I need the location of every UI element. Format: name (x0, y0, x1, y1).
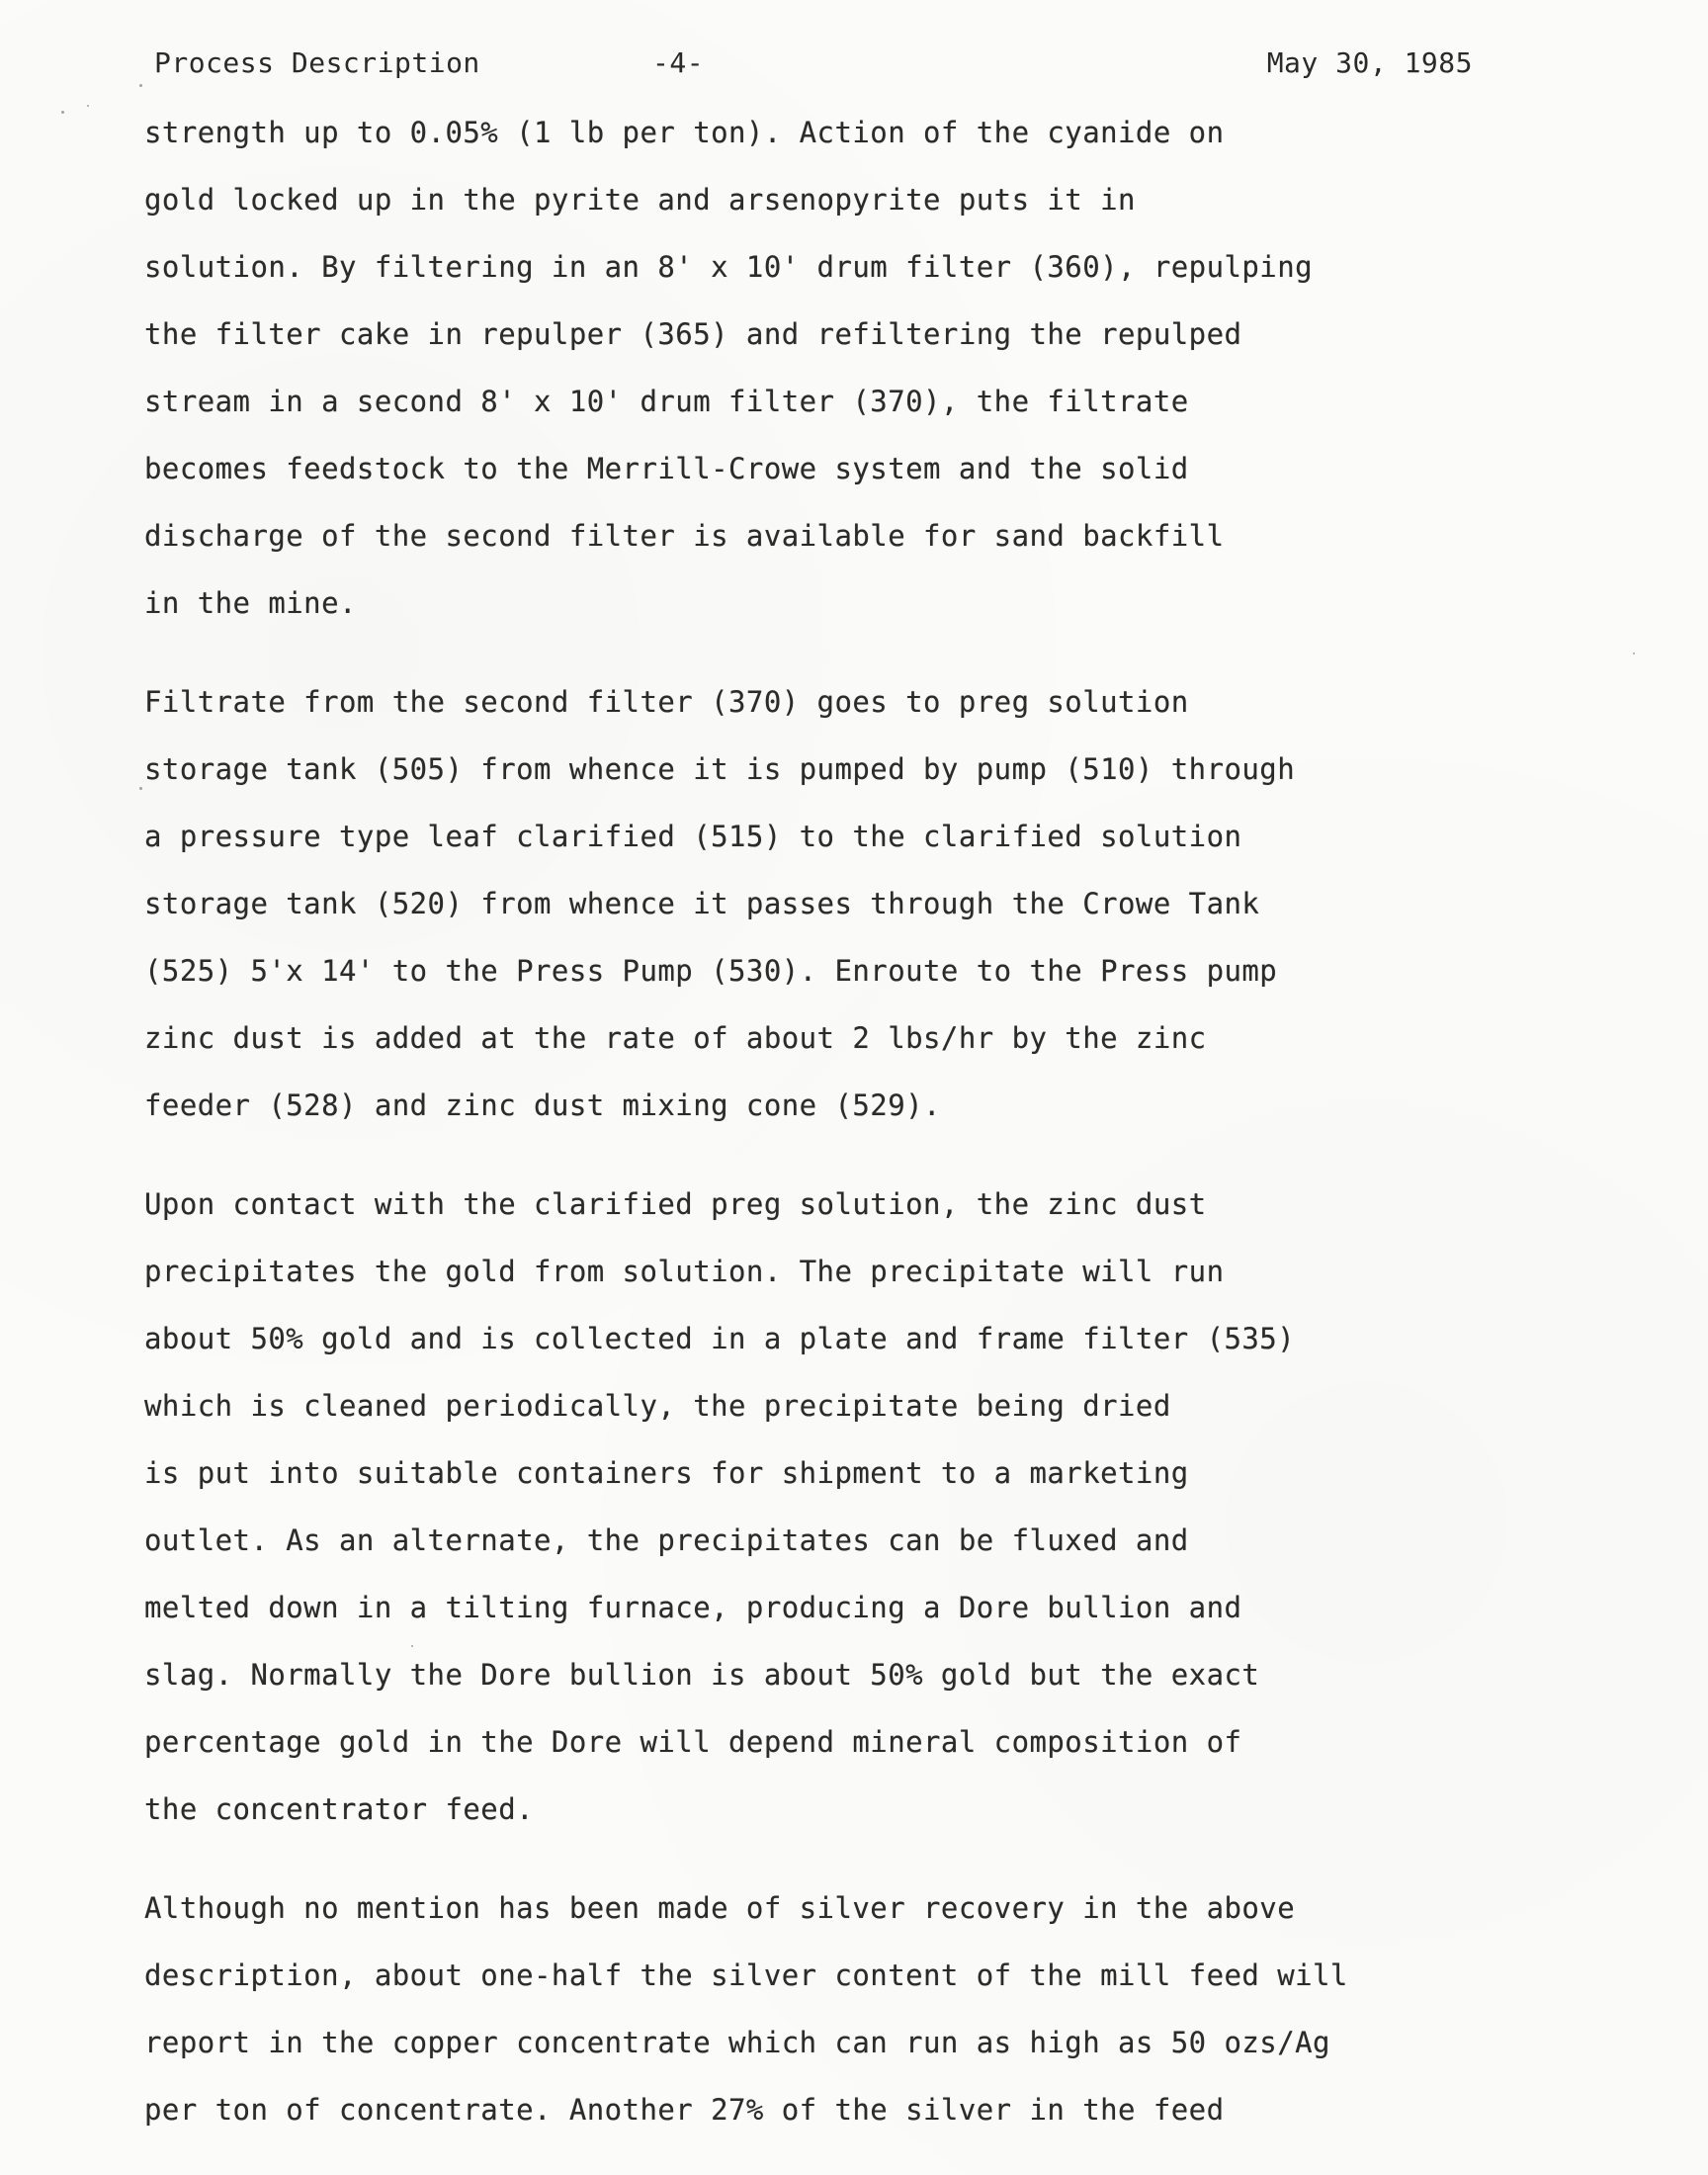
page-header (148, 44, 1473, 83)
text-line: slag. Normally the Dore bullion is about 50% gold but the exact (144, 1658, 1260, 1692)
text-line: strength up to 0.05% (1 lb per ton). Action of the cyanide on (144, 116, 1225, 149)
paragraph-4 (144, 1874, 1548, 2143)
text-line: storage tank (520) from whence it passes through the Crowe Tank (144, 887, 1260, 920)
scan-speck (139, 84, 142, 87)
text-line: Upon contact with the clarified preg solution, the zinc dust (144, 1187, 1207, 1221)
text-line: per ton of concentrate. Another 27% of the silver in the feed (144, 2093, 1225, 2127)
scan-speck (61, 111, 64, 114)
text-line: in the mine. (144, 586, 357, 620)
header-title: Process Description (154, 46, 480, 79)
text-line: precipitates the gold from solution. The precipitate will run (144, 1255, 1225, 1288)
text-line: feeder (528) and zinc dust mixing cone (529). (144, 1088, 941, 1122)
text-line: (525) 5'x 14' to the Press Pump (530). Enroute to the Press pump (144, 954, 1278, 988)
text-line: becomes feedstock to the Merrill-Crowe system and the solid (144, 452, 1189, 485)
text-line: discharge of the second filter is available for sand backfill (144, 519, 1225, 553)
scan-speck (139, 787, 142, 790)
page-number: -4- (652, 46, 705, 79)
scan-speck (411, 1645, 413, 1647)
text-line: Filtrate from the second filter (370) goes to preg solution (144, 685, 1189, 719)
text-line: is put into suitable containers for shipment to a marketing (144, 1456, 1189, 1490)
text-line: report in the copper concentrate which can run as high as 50 ozs/Ag (144, 2026, 1330, 2059)
text-line: percentage gold in the Dore will depend mineral composition of (144, 1725, 1242, 1759)
text-line: which is cleaned periodically, the precipitate being dried (144, 1389, 1171, 1423)
text-line: the concentrator feed. (144, 1792, 535, 1826)
text-line: stream in a second 8' x 10' drum filter (370), the filtrate (144, 385, 1189, 418)
text-line: Although no mention has been made of silver recovery in the above (144, 1891, 1296, 1925)
document-body (144, 99, 1548, 2175)
text-line: solution. By filtering in an 8' x 10' drum filter (360), repulping (144, 250, 1314, 284)
text-line: gold locked up in the pyrite and arsenopyrite puts it in (144, 183, 1136, 217)
paragraph-3 (144, 1171, 1548, 1843)
paragraph-2 (144, 668, 1548, 1139)
scan-speck (1633, 652, 1635, 654)
text-line: outlet. As an alternate, the precipitates can be fluxed and (144, 1523, 1189, 1557)
scan-speck (87, 105, 89, 107)
text-line: melted down in a tilting furnace, producing a Dore bullion and (144, 1591, 1242, 1624)
text-line: a pressure type leaf clarified (515) to the clarified solution (144, 820, 1242, 853)
text-line: description, about one-half the silver content of the mill feed will (144, 1958, 1348, 1992)
text-line: the filter cake in repulper (365) and refiltering the repulped (144, 317, 1242, 351)
text-line: about 50% gold and is collected in a plate and frame filter (535) (144, 1322, 1296, 1355)
header-date: May 30, 1985 (1266, 46, 1473, 79)
text-line: zinc dust is added at the rate of about 2 lbs/hr by the zinc (144, 1021, 1207, 1055)
text-line: storage tank (505) from whence it is pumped by pump (510) through (144, 752, 1296, 786)
paragraph-1 (144, 99, 1548, 637)
